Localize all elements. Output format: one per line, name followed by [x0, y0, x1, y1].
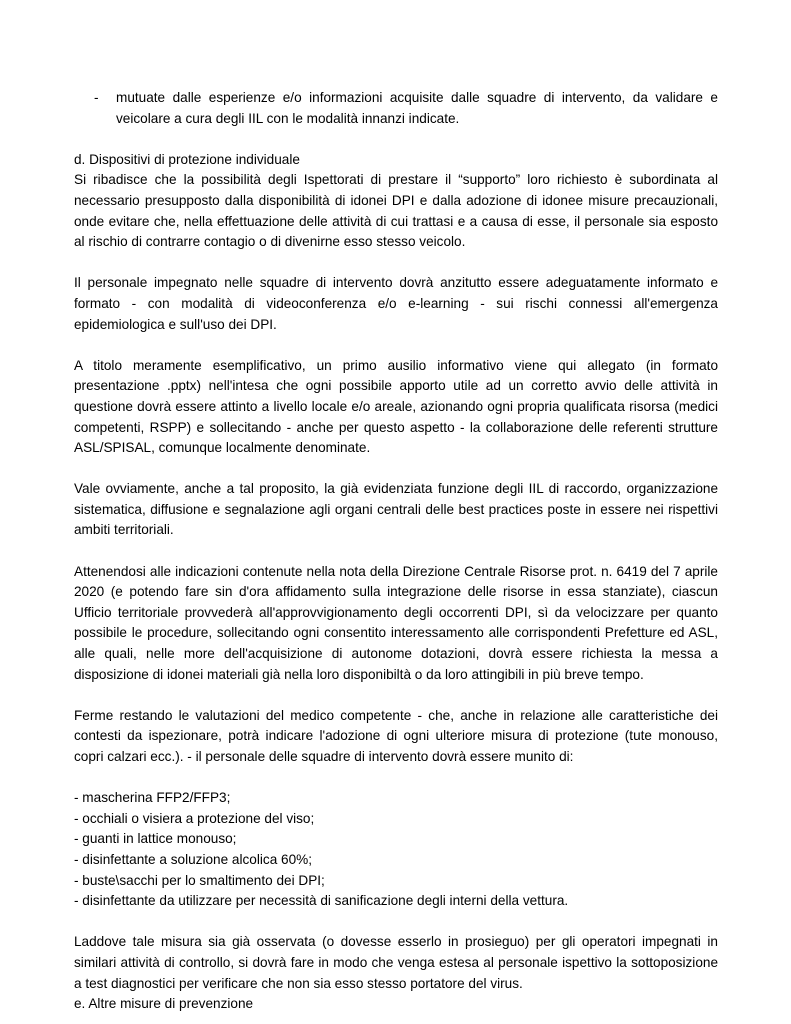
document-page	[74, 88, 718, 1015]
dpi-list-item: - occhiali o visiera a protezione del viso;	[74, 810, 315, 826]
section-d-paragraph-4: Vale ovviamente, anche a tal proposito, la già evidenziata funzione degli IIL di raccordo, organizzazione sistematica, diffusione e segnalazione agli organi centrali delle best practices poste in essere nei rispettivi ambiti territoriali.	[74, 481, 718, 538]
section-d-paragraph-2: Il personale impegnato nelle squadre di intervento dovrà anzitutto essere adeguatamente informato e formato - con modalità di videoconferenza e/o e-learning - sui rischi connessi all'emergenza epidemiologica e sull'uso dei DPI.	[74, 275, 718, 332]
dpi-list	[74, 788, 718, 912]
dpi-list-item: - disinfettante a soluzione alcolica 60%;	[74, 851, 313, 867]
dpi-list-item: - guanti in lattice monouso;	[74, 831, 237, 847]
section-d-paragraph-3: A titolo meramente esemplificativo, un primo ausilio informativo viene qui allegato (in formato presentazione .pptx) nell'intesa che ogni possibile apporto utile ad un corretto avvio delle attività in questione dovrà essere attinto a livello locale e/o areale, azionando ogni propria qualificata risorsa (medici competenti, RSPP) e sollecitando - anche per questo aspetto - la collaborazione delle referenti strutture ASL/SPISAL, comunque localmente denominate.	[74, 357, 718, 456]
section-d-paragraph-7: Laddove tale misura sia già osservata (o dovesse esserlo in prosieguo) per gli operatori impegnati in similari attività di controllo, si dovrà fare in modo che venga estesa al personale ispettivo la sottoposizione a test diagnostici per verificare che non sia esso stesso portatore del virus.	[74, 934, 718, 991]
intro-list-item	[74, 88, 718, 129]
dash-bullet: -	[94, 90, 99, 105]
section-d-paragraph-1: Si ribadisce che la possibilità degli Ispettorati di prestare il “supporto” loro richiesto è subordinata al necessario presupposto dalla disponibilità di idonei DPI e dalla adozione di idonee misure precauzionali, onde evitare che, nella effettuazione delle attività di cui trattasi e a causa di esse, il personale sia esposto al rischio di contrarre contagio o di divenirne esso stesso veicolo.	[74, 172, 718, 250]
section-d-heading: d. Dispositivi di protezione individuale	[74, 151, 300, 167]
dpi-list-item: - disinfettante da utilizzare per necessità di sanificazione degli interni della vettura.	[74, 893, 569, 909]
dpi-list-item: - mascherina FFP2/FFP3;	[74, 790, 231, 806]
dpi-list-item: - buste\sacchi per lo smaltimento dei DPI;	[74, 872, 325, 888]
section-e-heading: e. Altre misure di prevenzione	[74, 996, 254, 1012]
section-d-paragraph-5: Attenendosi alle indicazioni contenute nella nota della Direzione Centrale Risorse prot. n. 6419 del 7 aprile 2020 (e potendo fare sin d'ora affidamento sulla integrazione delle risorse in essa stanziate), ciascun Ufficio territoriale provvederà all'approvvigionamento degli occorrenti DPI, sì da velocizzare per quanto possibile le procedure, sollecitando ogni consentito interessamento alle corrispondenti Prefetture ed ASL, alle quali, nelle more dell'acquisizione di autonome dotazioni, dovrà essere richiesta la messa a disposizione di idonei materiali già nella loro disponibiltà o da loro attingibili in più breve tempo.	[74, 563, 718, 682]
intro-list-item-text: mutuate dalle esperienze e/o informazioni acquisite dalle squadre di intervento, da validare e veicolare a cura degli IIL con le modalità innanzi indicate.	[116, 90, 718, 126]
section-d-paragraph-6: Ferme restando le valutazioni del medico competente - che, anche in relazione alle caratteristiche dei contesti da ispezionare, potrà indicare l'adozione di ogni ulteriore misura di protezione (tute monouso, copri calzari ecc.). - il personale delle squadre di intervento dovrà essere munito di:	[74, 707, 718, 764]
